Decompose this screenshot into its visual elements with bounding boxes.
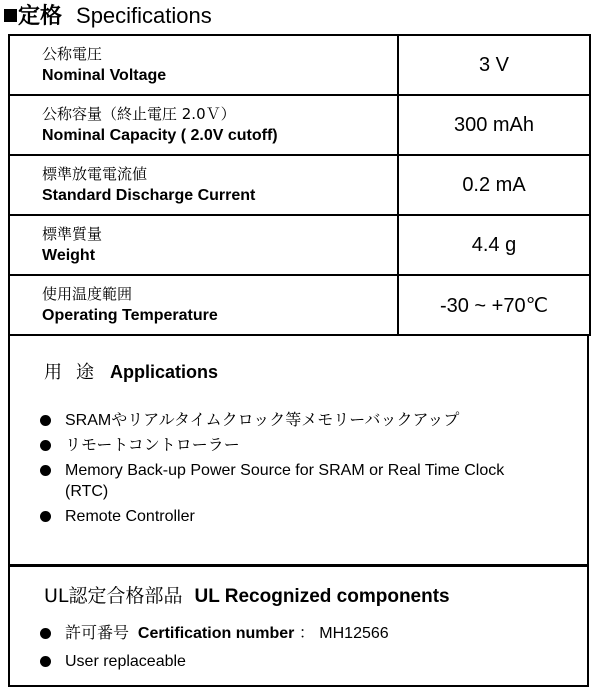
cert-value: MH12566 [319, 625, 389, 642]
spec-label-en: Nominal Capacity ( 2.0V cutoff) [42, 126, 278, 144]
bullet-icon [40, 465, 51, 476]
spec-label-en: Nominal Voltage [42, 66, 167, 84]
bullet-icon [40, 656, 51, 667]
list-item-text: User replaceable [65, 653, 186, 670]
list-item [10, 410, 545, 431]
cert-label-jp: 許可番号 [65, 625, 130, 642]
title-en: Specifications [76, 3, 212, 28]
ul-heading [44, 581, 450, 608]
spec-label-jp: 公称電圧 [42, 44, 103, 63]
spec-label-jp: 使用温度範囲 [42, 284, 133, 303]
spec-label-cell [9, 95, 398, 155]
list-item [10, 623, 545, 644]
applications-heading [44, 358, 218, 384]
ul-list [10, 623, 545, 679]
list-item-text: Memory Back-up Power Source for SRAM or Real Time Clock (RTC) [65, 462, 505, 500]
list-item [10, 651, 545, 672]
ul-section [8, 565, 589, 687]
list-item [10, 460, 545, 502]
applications-section [8, 334, 589, 566]
spec-label-en: Operating Temperature [42, 306, 218, 324]
ul-heading-jp: UL認定合格部品 [44, 585, 183, 607]
applications-heading-jp: 用途 [44, 362, 108, 383]
cert-separator: ： [298, 625, 315, 642]
spec-value: 300 mAh [398, 95, 590, 155]
cert-label-en: Certification number [137, 625, 295, 642]
spec-value: 4.4 g [398, 215, 590, 275]
list-item-text: SRAMやリアルタイムクロック等メモリーバックアップ [65, 412, 460, 429]
list-item [10, 506, 545, 527]
spec-value: -30 ~ +70℃ [398, 275, 590, 335]
spec-label-cell [9, 215, 398, 275]
bullet-icon [40, 440, 51, 451]
list-item [10, 435, 545, 456]
spec-label-jp: 標準質量 [42, 224, 103, 243]
table-row [9, 215, 590, 275]
table-row [9, 275, 590, 335]
spec-label-jp: 標準放電電流値 [42, 164, 148, 183]
list-item-text: リモートコントローラー [65, 437, 240, 454]
table-row [9, 155, 590, 215]
spec-label-cell [9, 35, 398, 95]
table-row [9, 95, 590, 155]
black-square-icon [4, 9, 17, 22]
list-item-text: Remote Controller [65, 508, 195, 525]
ul-heading-en: UL Recognized components [194, 586, 450, 607]
spec-table [8, 34, 591, 336]
spec-label-cell [9, 275, 398, 335]
bullet-icon [40, 415, 51, 426]
spec-value: 3 V [398, 35, 590, 95]
spec-label-jp: 公称容量（終止電圧 2.0Ｖ） [42, 104, 236, 123]
spec-label-cell [9, 155, 398, 215]
table-row [9, 35, 590, 95]
page-title [4, 2, 212, 30]
applications-list [10, 410, 545, 531]
applications-heading-en: Applications [110, 362, 219, 382]
spec-label-en: Standard Discharge Current [42, 186, 256, 204]
bullet-icon [40, 628, 51, 639]
bullet-icon [40, 511, 51, 522]
spec-value: 0.2 mA [398, 155, 590, 215]
title-jp: 定格 [18, 4, 63, 29]
spec-label-en: Weight [42, 246, 96, 264]
